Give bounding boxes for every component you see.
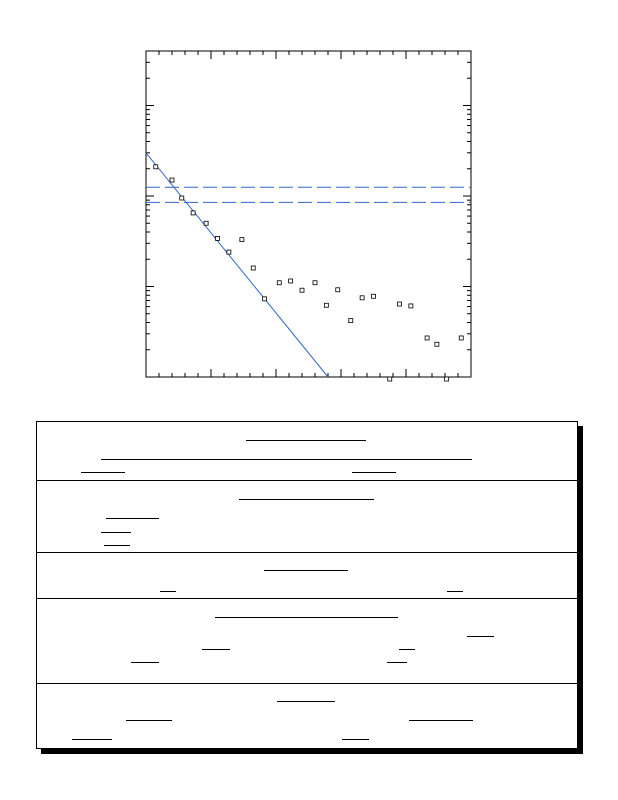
series-lines bbox=[146, 153, 471, 377]
data-point bbox=[300, 288, 304, 292]
legend-rule bbox=[246, 440, 366, 441]
legend-rule bbox=[352, 472, 396, 473]
data-point bbox=[289, 279, 293, 283]
legend-rule bbox=[264, 570, 348, 571]
data-point bbox=[324, 303, 328, 307]
legend-panel bbox=[36, 421, 578, 749]
data-point bbox=[251, 266, 255, 270]
legend-section-3 bbox=[37, 553, 577, 599]
data-point bbox=[388, 377, 392, 381]
legend-section-1 bbox=[37, 422, 577, 481]
data-point bbox=[459, 336, 463, 340]
data-point bbox=[170, 178, 174, 182]
legend-rule bbox=[202, 649, 230, 650]
data-point bbox=[435, 342, 439, 346]
legend-rule bbox=[447, 591, 463, 592]
legend-rule bbox=[160, 591, 176, 592]
fit-line bbox=[146, 153, 328, 377]
legend-rule bbox=[101, 459, 472, 460]
legend-rule bbox=[215, 617, 398, 618]
data-point bbox=[336, 288, 340, 292]
data-point bbox=[277, 281, 281, 285]
data-point bbox=[204, 221, 208, 225]
legend-rule bbox=[467, 636, 494, 637]
data-point bbox=[313, 281, 317, 285]
data-point bbox=[409, 304, 413, 308]
legend-rule bbox=[72, 739, 112, 740]
series-points bbox=[154, 165, 464, 381]
legend-rule bbox=[277, 701, 335, 702]
data-point bbox=[180, 196, 184, 200]
legend-rule bbox=[106, 518, 159, 519]
data-point bbox=[240, 238, 244, 242]
legend-rule bbox=[104, 545, 130, 546]
data-point bbox=[216, 236, 220, 240]
legend-rule bbox=[239, 499, 374, 500]
legend-section-2 bbox=[37, 481, 577, 553]
data-point bbox=[154, 165, 158, 169]
data-point bbox=[263, 297, 267, 301]
legend-section-4 bbox=[37, 599, 577, 684]
legend-rule bbox=[126, 720, 172, 721]
legend-rule bbox=[342, 739, 369, 740]
legend-rule bbox=[81, 472, 125, 473]
data-point bbox=[191, 211, 195, 215]
data-point bbox=[398, 302, 402, 306]
data-point bbox=[425, 336, 429, 340]
legend-section-5 bbox=[37, 684, 577, 748]
legend-rule bbox=[131, 662, 159, 663]
data-point bbox=[372, 294, 376, 298]
legend-rule bbox=[399, 649, 415, 650]
data-point bbox=[360, 296, 364, 300]
legend-rule bbox=[409, 720, 473, 721]
data-point bbox=[227, 250, 231, 254]
data-point bbox=[445, 377, 449, 381]
data-point bbox=[349, 319, 353, 323]
legend-rule bbox=[387, 662, 407, 663]
legend-rule bbox=[101, 532, 131, 533]
